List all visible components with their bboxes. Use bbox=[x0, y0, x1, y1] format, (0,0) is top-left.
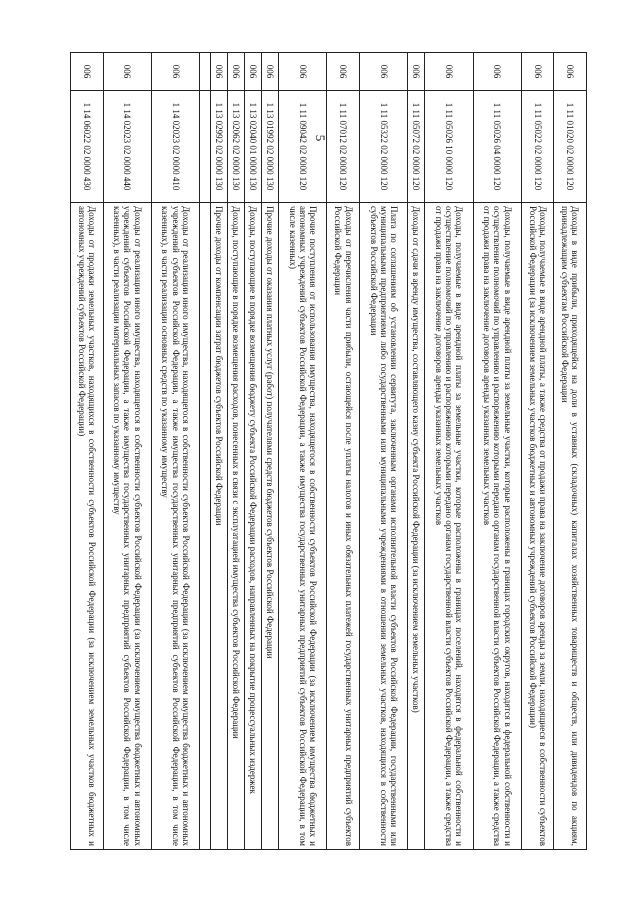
empty-cell bbox=[200, 53, 211, 91]
table-row bbox=[279, 53, 327, 850]
revenue-code-cell: 1 13 01992 02 0000 130 bbox=[262, 91, 279, 203]
description-cell: Доходы, получаемые в виде арендной платы за земельные участки, которые расположены в границах городских округов, находятся в федеральной собственности и осуществление полномочий по управлению и распоряжению которыми передано органам государственной власти субъектов Российской Федерации, а также средства от продажи права на заключение договоров аренды указанных земельных участков bbox=[473, 203, 521, 850]
revenue-codes-table-wrapper bbox=[70, 52, 587, 849]
table-row bbox=[103, 53, 151, 850]
description-cell: Доходы от реализации иного имущества, находящегося в собственности субъектов Российской Федерации (за исключением имущества бюджетных и автономных учреждений субъектов Российской Федерации, а также имущества государственных унитарных предприятий субъектов Российской Федерации, в том числе казенных), в части реализации материальных запасов по указанному имуществу bbox=[103, 203, 151, 850]
description-cell: Доходы в виде прибыли, приходящейся на доли в уставных (складочных) капиталах хозяйственных товариществ и обществ, или дивидендов по акциям, принадлежащим субъектам Российской Федерации bbox=[554, 203, 587, 850]
table-row bbox=[360, 53, 408, 850]
table-row bbox=[245, 53, 262, 850]
page-number: 5 bbox=[313, 134, 328, 142]
table-row bbox=[425, 53, 473, 850]
revenue-codes-table bbox=[70, 52, 587, 850]
admin-code-cell: 006 bbox=[262, 53, 279, 91]
empty-cell bbox=[200, 203, 211, 850]
admin-code-cell: 006 bbox=[71, 53, 104, 91]
description-cell: Доходы, получаемые в виде арендной платы за земельные участки, которые расположены в границах поселений, находятся в федеральной собственности и осуществление полномочий по управлению и распоряжению которыми передано органам государственной власти субъектов Российской Федерации, а также средства от продажи права на заключение договоров аренды указанных земельных участков bbox=[425, 203, 473, 850]
table-row bbox=[151, 53, 199, 850]
description-cell: Доходы, поступающие в порядке возмещения расходов, понесенных в связи с эксплуатацией имущества субъектов Российской Федерации bbox=[228, 203, 245, 850]
table-row bbox=[554, 53, 587, 850]
revenue-code-cell: 1 11 09042 02 0000 120 bbox=[279, 91, 327, 203]
revenue-code-cell: 1 11 01020 02 0000 120 bbox=[554, 91, 587, 203]
admin-code-cell: 006 bbox=[211, 53, 228, 91]
admin-code-cell: 006 bbox=[103, 53, 151, 91]
empty-cell bbox=[200, 91, 211, 203]
revenue-code-cell: 1 11 05026 04 0000 120 bbox=[473, 91, 521, 203]
revenue-code-cell: 1 14 02023 02 0000 410 bbox=[151, 91, 199, 203]
admin-code-cell: 006 bbox=[554, 53, 587, 91]
table-row bbox=[327, 53, 360, 850]
admin-code-cell: 006 bbox=[279, 53, 327, 91]
admin-code-cell: 006 bbox=[228, 53, 245, 91]
revenue-code-cell: 1 13 02040 01 0000 130 bbox=[245, 91, 262, 203]
description-cell: Плата по соглашениям об установлении сервитута, заключенным органами исполнительной власти субъектов Российской Федерации, государственными или муниципальными предприятиями либо государственными или муниципальными учреждениями в отношении земельных участков, находящихся в собственности субъектов Российской Федерации bbox=[360, 203, 408, 850]
admin-code-cell: 006 bbox=[408, 53, 425, 91]
description-cell: Доходы от перечисления части прибыли, остающейся после уплаты налогов и иных обязательных платежей государственных унитарных предприятий субъектов Российской Федерации bbox=[327, 203, 360, 850]
revenue-code-cell: 1 11 05022 02 0000 120 bbox=[521, 91, 554, 203]
table-row-empty bbox=[200, 53, 211, 850]
description-cell: Доходы, получаемые в виде арендной платы, а также средства от продажи права на заключение договоров аренды за земли, находящиеся в собственности субъектов Российской Федерации (за исключением земельных участков бюджетных и автономных учреждений субъектов Российской Федерации) bbox=[521, 203, 554, 850]
description-cell: Прочие поступления от использования имущества, находящегося в собственности субъектов Российской Федерации (за исключением имущества бюджетных и автономных учреждений субъектов Российской Федерации, а также имущества государственных унитарных предприятий субъектов Российской Федерации, в том числе казенных) bbox=[279, 203, 327, 850]
admin-code-cell: 006 bbox=[327, 53, 360, 91]
description-cell: Доходы от реализации иного имущества, находящегося в собственности субъектов Российской Федерации (за исключением имущества бюджетных и автономных учреждений субъектов Российской Федерации, а также имущества государственных унитарных предприятий субъектов Российской Федерации, в том числе казенных), в части реализации основных средств по указанному имуществу bbox=[151, 203, 199, 850]
revenue-code-cell: 1 11 05072 02 0000 120 bbox=[408, 91, 425, 203]
description-cell: Прочие доходы от компенсации затрат бюджетов субъектов Российской Федерации bbox=[211, 203, 228, 850]
table-row bbox=[228, 53, 245, 850]
admin-code-cell: 006 bbox=[360, 53, 408, 91]
admin-code-cell: 006 bbox=[245, 53, 262, 91]
revenue-code-cell: 1 11 05322 02 0000 120 bbox=[360, 91, 408, 203]
revenue-code-cell: 1 13 02992 02 0000 130 bbox=[211, 91, 228, 203]
description-cell: Доходы от продажи земельных участков, находящихся в собственности субъектов Российской Федерации (за исключением земельных участков бюджетных и автономных учреждений субъектов Российской Федерации) bbox=[71, 203, 104, 850]
description-cell: Прочие доходы от оказания платных услуг (работ) получателями средств бюджетов субъектов Российской Федерации bbox=[262, 203, 279, 850]
admin-code-cell: 006 bbox=[151, 53, 199, 91]
admin-code-cell: 006 bbox=[521, 53, 554, 91]
revenue-code-cell: 1 14 06022 02 0000 430 bbox=[71, 91, 104, 203]
admin-code-cell: 006 bbox=[425, 53, 473, 91]
table-row bbox=[408, 53, 425, 850]
table-row bbox=[71, 53, 104, 850]
description-cell: Доходы, поступающие в порядке возмещения бюджету субъекта Российской Федерации расходов, направленных на покрытие процессуальных издержек bbox=[245, 203, 262, 850]
revenue-code-cell: 1 11 05026 10 0000 120 bbox=[425, 91, 473, 203]
table-body bbox=[71, 53, 587, 850]
table-row bbox=[521, 53, 554, 850]
table-row bbox=[211, 53, 228, 850]
admin-code-cell: 006 bbox=[473, 53, 521, 91]
table-row bbox=[473, 53, 521, 850]
description-cell: Доходы от сдачи в аренду имущества, составляющего казну субъекта Российской Федерации (за исключением земельных участков) bbox=[408, 203, 425, 850]
revenue-code-cell: 1 14 02023 02 0000 440 bbox=[103, 91, 151, 203]
revenue-code-cell: 1 13 02062 02 0000 130 bbox=[228, 91, 245, 203]
revenue-code-cell: 1 11 07012 02 0000 120 bbox=[327, 91, 360, 203]
table-row bbox=[262, 53, 279, 850]
